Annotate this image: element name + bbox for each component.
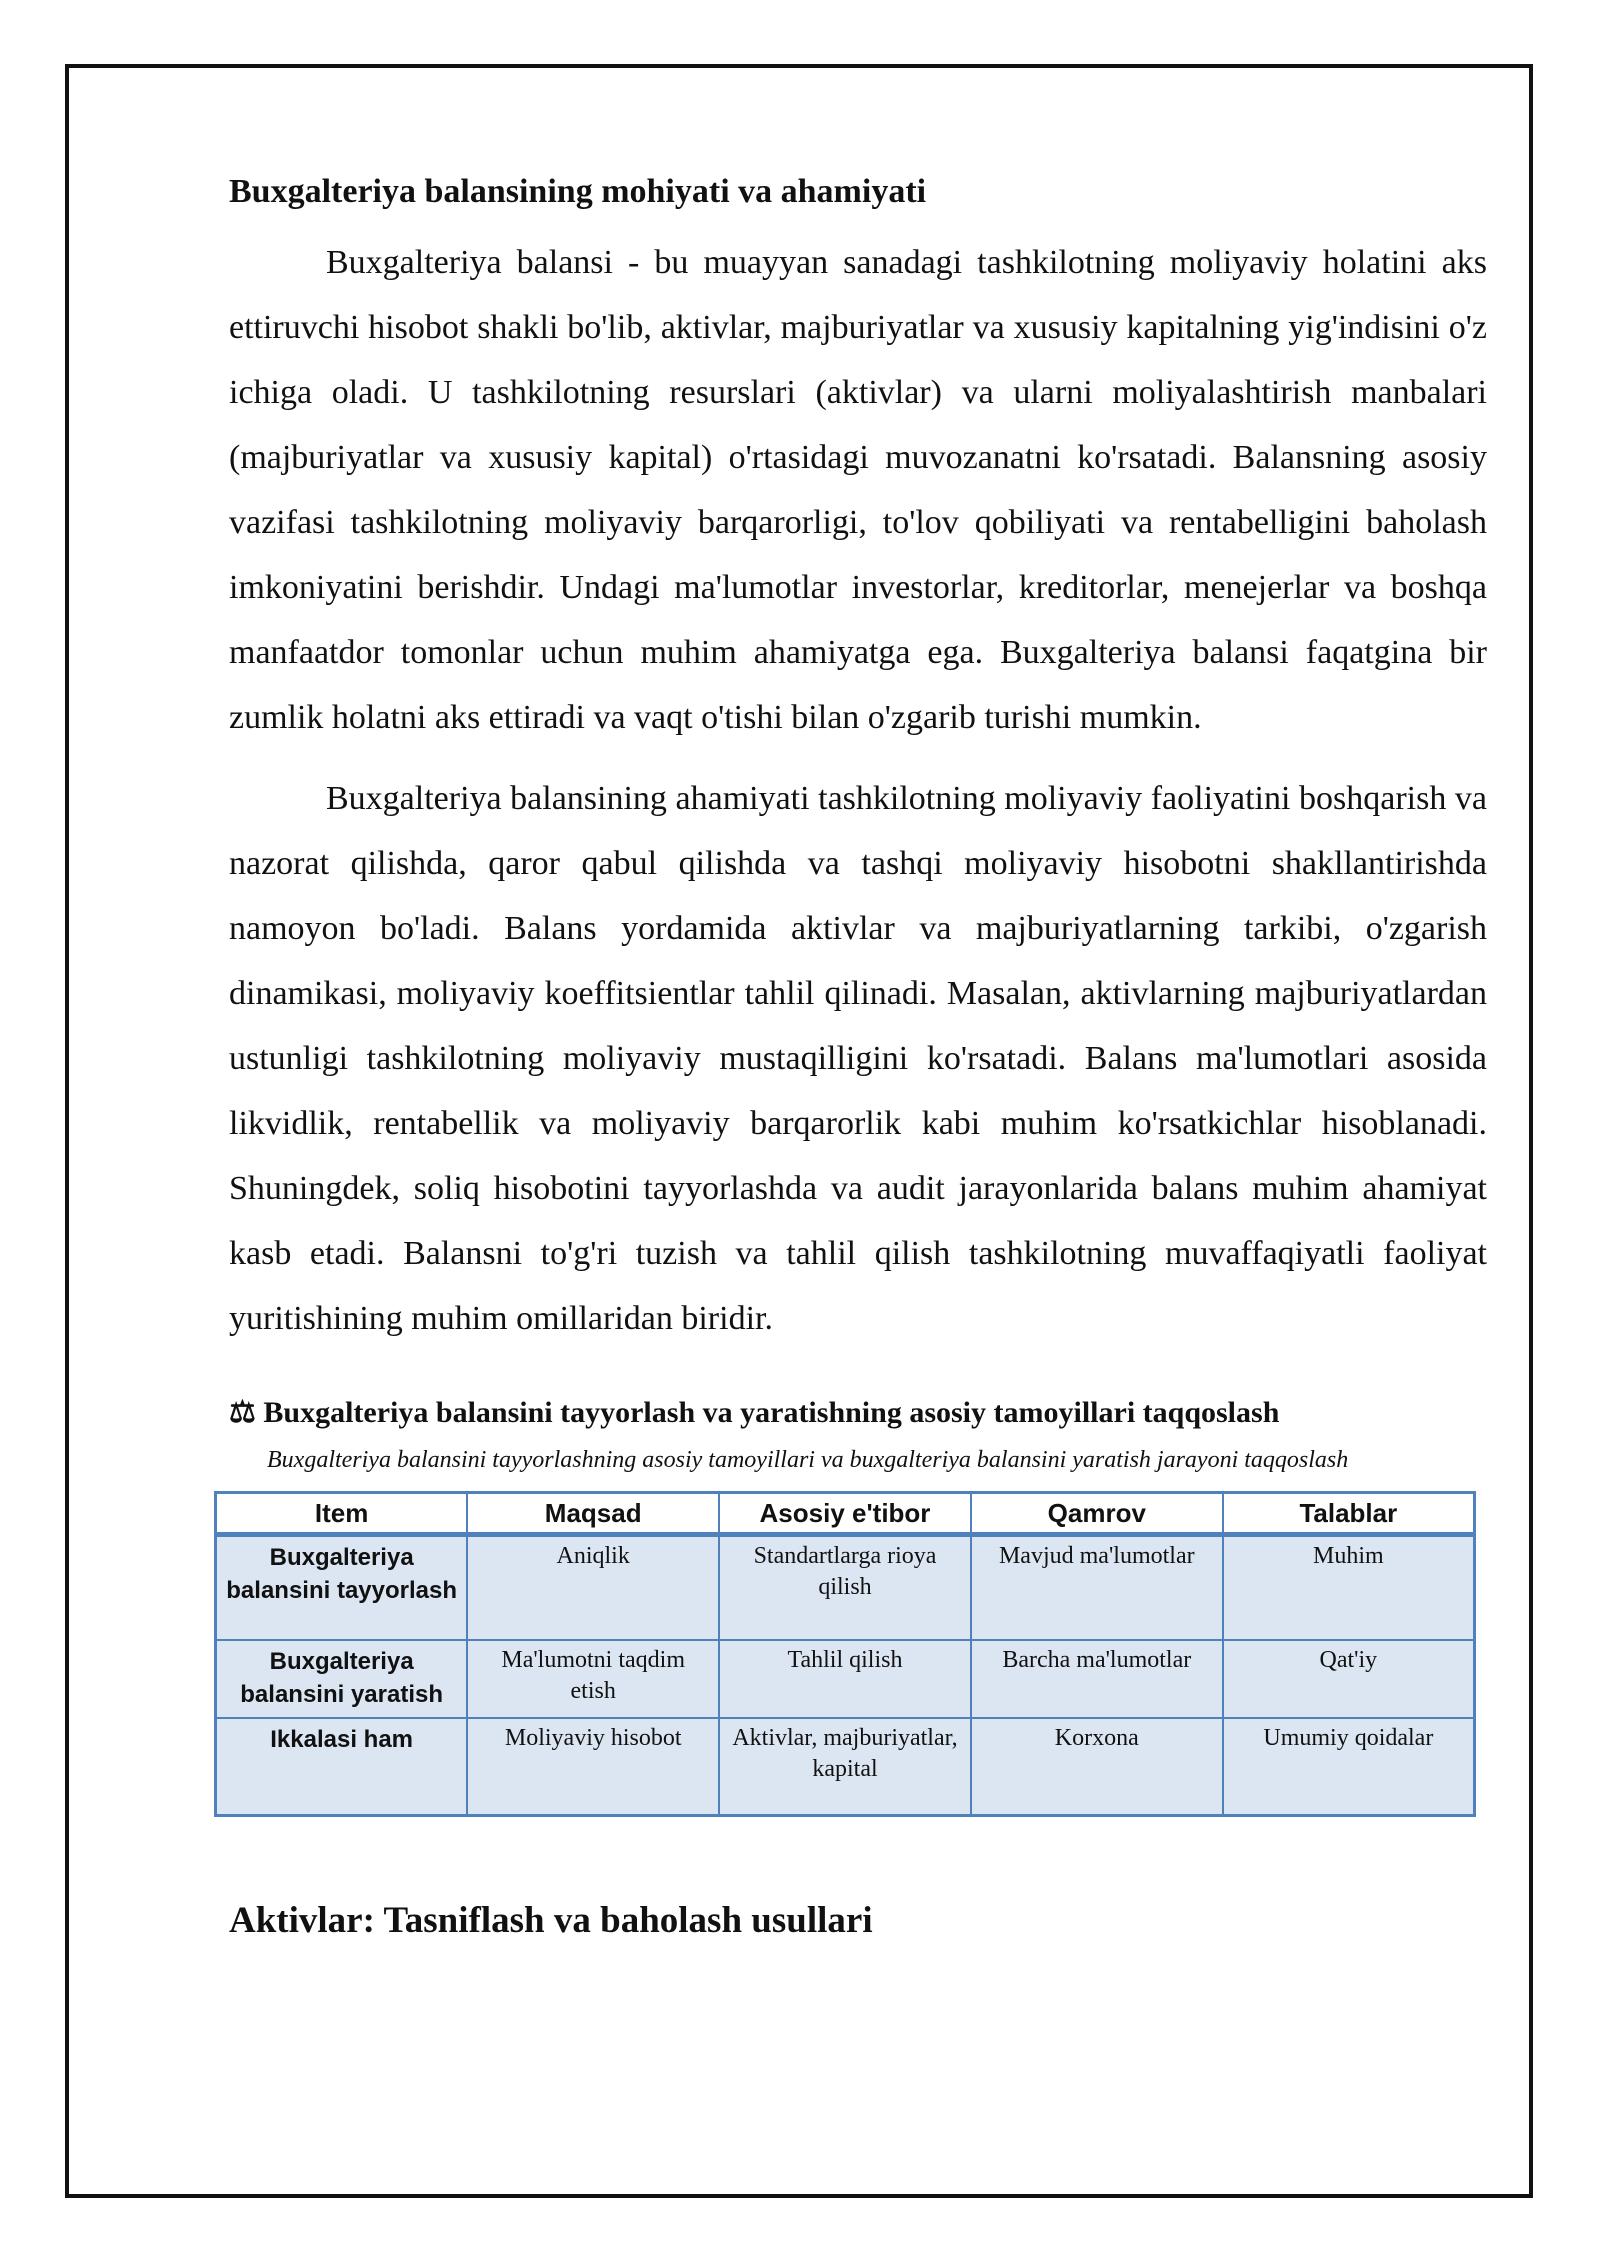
table-cell: Moliyaviy hisobot (467, 1718, 719, 1816)
table-cell: Muhim (1223, 1535, 1475, 1641)
row-header-cell: Buxgalteriya balansini tayyorlash (216, 1535, 468, 1641)
table-cell: Standartlarga rioya qilish (719, 1535, 971, 1641)
header-cell-maqsad: Maqsad (467, 1493, 719, 1535)
table-title (229, 1393, 1487, 1433)
table-cell: Barcha ma'lumotlar (971, 1640, 1223, 1718)
table-row (216, 1535, 1475, 1641)
table-row (216, 1718, 1475, 1816)
comparison-table (214, 1491, 1476, 1817)
row-header-cell: Ikkalasi ham (216, 1718, 468, 1816)
table-cell: Umumiy qoidalar (1223, 1718, 1475, 1816)
table-cell: Aniqlik (467, 1535, 719, 1641)
table-title-text: Buxgalteriya balansini tayyorlash va yaratishning asosiy tamoyillari taqqoslash (263, 1396, 1280, 1429)
table-cell: Qat'iy (1223, 1640, 1475, 1718)
section-heading: Buxgalteriya balansining mohiyati va ahamiyati (229, 173, 927, 210)
table-cell: Korxona (971, 1718, 1223, 1816)
paragraph-essence: Buxgalteriya balansi - bu muayyan sanadagi tashkilotning moliyaviy holatini aks ettiruvchi hisobot shakli bo'lib, aktivlar, majburiyatlar va xususiy kapitalning yig'indisini o'z ichiga oladi. U tashkilotning resurslari (aktivlar) va ularni moliyalashtirish manbalari (majburiyatlar va xususiy kapital) o'rtasidagi muvozanatni ko'rsatadi. Balansning asosiy vazifasi tashkilotning moliyaviy barqarorligi, to'lov qobiliyati va rentabelligini baholash imkoniyatini berishdir. Undagi ma'lumotlar investorlar, kreditorlar, menejerlar va boshqa manfaatdor tomonlar uchun muhim ahamiyatga ega. Buxgalteriya balansi faqatgina bir zumlik holatni aks ettiradi va vaqt o'tishi bilan o'zgarib turishi mumkin. (229, 244, 1487, 736)
table-cell: Tahlil qilish (719, 1640, 971, 1718)
table-cell: Ma'lumotni taqdim etish (467, 1640, 719, 1718)
row-header-cell: Buxgalteriya balansini yaratish (216, 1640, 468, 1718)
table-cell: Mavjud ma'lumotlar (971, 1535, 1223, 1641)
document-body (226, 170, 1487, 1945)
header-cell-qamrov: Qamrov (971, 1493, 1223, 1535)
header-cell-talablar: Talablar (1223, 1493, 1475, 1535)
next-section-heading: Aktivlar: Tasniflash va baholash usullari (229, 1900, 873, 1941)
paragraph-importance: Buxgalteriya balansining ahamiyati tashkilotning moliyaviy faoliyatini boshqarish va nazorat qilishda, qaror qabul qilishda va tashqi moliyaviy hisobotni shakllantirishda namoyon bo'ladi. Balans yordamida aktivlar va majburiyatlarning tarkibi, o'zgarish dinamikasi, moliyaviy koeffitsientlar tahlil qilinadi. Masalan, aktivlarning majburiyatlardan ustunligi tashkilotning moliyaviy mustaqilligini ko'rsatadi. Balans ma'lumotlari asosida likvidlik, rentabellik va moliyaviy barqarorlik kabi muhim ko'rsatkichlar hisoblanadi. Shuningdek, soliq hisobotini tayyorlashda va audit jarayonlarida balans muhim ahamiyat kasb etadi. Balansni to'g'ri tuzish va tahlil qilish tashkilotning muvaffaqiyatli faoliyat yuritishining muhim omillaridan biridir. (229, 780, 1487, 1337)
table-header-row (216, 1493, 1475, 1535)
table-row (216, 1640, 1475, 1718)
table-cell: Aktivlar, majburiyatlar, kapital (719, 1718, 971, 1816)
header-cell-item: Item (216, 1493, 468, 1535)
table-subtitle: Buxgalteriya balansini tayyorlashning asosiy tamoyillari va buxgalteriya balansini yaratish jarayoni taqqoslash (267, 1447, 1349, 1473)
scales-icon: ⚖ (229, 1396, 256, 1429)
header-cell-asosiy-etibor: Asosiy e'tibor (719, 1493, 971, 1535)
